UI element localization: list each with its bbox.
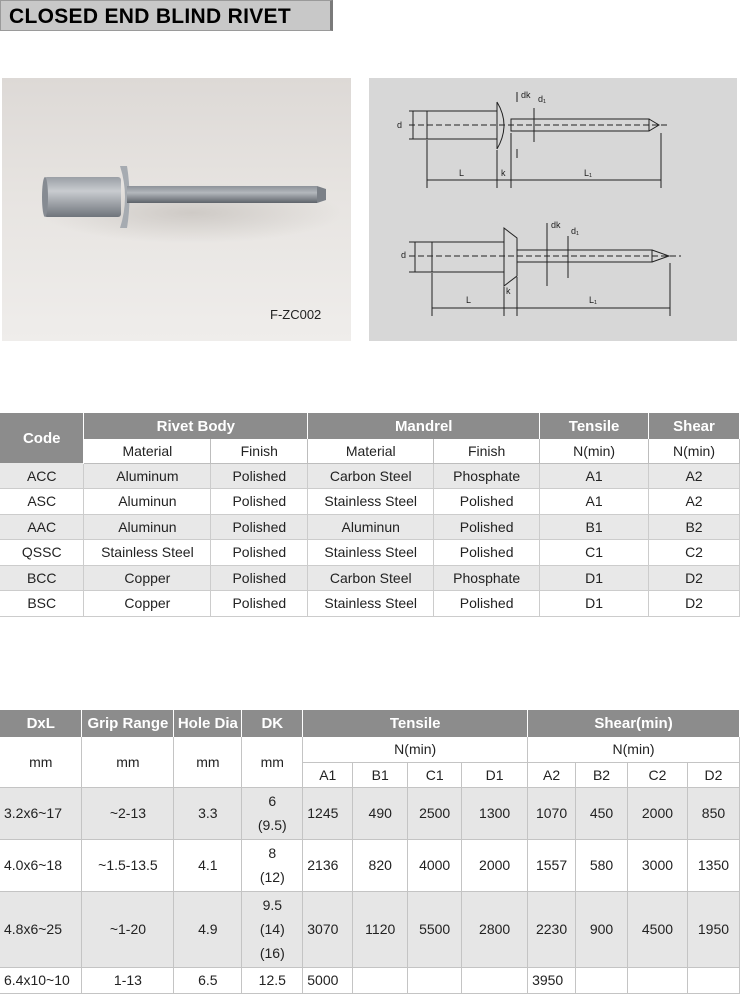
label-L-top: L (459, 168, 465, 178)
dk-cell: 9.5 (14) (16) (242, 891, 303, 967)
dimension-strength-table (0, 710, 740, 994)
grade-B2: B2 (576, 762, 628, 787)
grade-B1: B1 (353, 762, 408, 787)
title-bar (0, 0, 333, 31)
header-mandrel: Mandrel (308, 413, 540, 439)
table-row: 4.8x6~25 ~1-20 4.9 9.5 (14) (16) 3070 1120 5500 2800 2230 900 4500 1950 (0, 891, 740, 967)
grade-C2: C2 (628, 762, 688, 787)
table-row: QSSC Stainless Steel Polished Stainless Steel Polished C1 C2 (0, 540, 740, 566)
label-L-bottom: L (466, 295, 472, 305)
table-row: 3.2x6~17 ~2-13 3.3 6 (9.5) 1245 490 2500 1300 1070 450 2000 850 (0, 787, 740, 839)
rivet-dimension-diagram (369, 78, 737, 341)
grade-D2: D2 (687, 762, 739, 787)
header-shear: Shear(min) (528, 710, 740, 737)
unit-dxl: mm (0, 737, 82, 787)
header-code: Code (0, 413, 84, 463)
table-row: ASC Aluminun Polished Stainless Steel Polished A1 A2 (0, 489, 740, 515)
label-d1-bottom: d₁ (571, 226, 580, 236)
header-grip-range: Grip Range (82, 710, 174, 737)
unit-shear: N(min) (528, 737, 740, 762)
photo-caption: F-ZC002 (270, 307, 322, 322)
technical-drawing (369, 78, 737, 341)
rivet-photo-image (2, 78, 351, 341)
table-row: 4.0x6~18 ~1.5-13.5 4.1 8 (12) 2136 820 4000 2000 1557 580 3000 1350 (0, 839, 740, 891)
table-row: BCC Copper Polished Carbon Steel Phosphate D1 D2 (0, 565, 740, 591)
page-title: CLOSED END BLIND RIVET (9, 5, 291, 28)
label-k-bottom: k (506, 286, 511, 296)
table-row: ACC Aluminum Polished Carbon Steel Phosphate A1 A2 (0, 463, 740, 489)
table-row: AAC Aluminun Polished Aluminun Polished B1 B2 (0, 514, 740, 540)
label-d1-top: d₁ (538, 94, 547, 104)
material-spec-table (0, 413, 740, 617)
label-k-top: k (501, 168, 506, 178)
grade-C1: C1 (408, 762, 462, 787)
subheader-body-finish: Finish (211, 439, 308, 463)
subheader-tensile-unit: N(min) (540, 439, 649, 463)
product-photo (2, 78, 351, 341)
label-L1-bottom: L₁ (589, 295, 598, 305)
unit-grip: mm (82, 737, 174, 787)
grade-D1: D1 (462, 762, 528, 787)
header-tensile: Tensile (540, 413, 649, 439)
header-dxl: DxL (0, 710, 82, 737)
subheader-shear-unit: N(min) (649, 439, 740, 463)
table-row: BSC Copper Polished Stainless Steel Polished D1 D2 (0, 591, 740, 617)
grade-A1: A1 (303, 762, 353, 787)
dk-cell: 8 (12) (242, 839, 303, 891)
table-row: 6.4x10~10 1-13 6.5 12.5 5000 3950 (0, 967, 740, 993)
label-d-top: d (397, 120, 403, 130)
header-dk: DK (242, 710, 303, 737)
unit-dk: mm (242, 737, 303, 787)
dk-cell: 6 (9.5) (242, 787, 303, 839)
grade-A2: A2 (528, 762, 576, 787)
label-dk-bottom: dk (551, 220, 561, 230)
subheader-body-material: Material (84, 439, 211, 463)
header-rivet-body: Rivet Body (84, 413, 308, 439)
subheader-mandrel-material: Material (308, 439, 434, 463)
subheader-mandrel-finish: Finish (434, 439, 540, 463)
header-hole-dia: Hole Dia (174, 710, 242, 737)
unit-tensile: N(min) (303, 737, 528, 762)
label-dk-top: dk (521, 90, 531, 100)
header-shear: Shear (649, 413, 740, 439)
header-tensile: Tensile (303, 710, 528, 737)
label-L1-top: L₁ (584, 168, 593, 178)
unit-hole: mm (174, 737, 242, 787)
label-d-bottom: d (401, 250, 407, 260)
